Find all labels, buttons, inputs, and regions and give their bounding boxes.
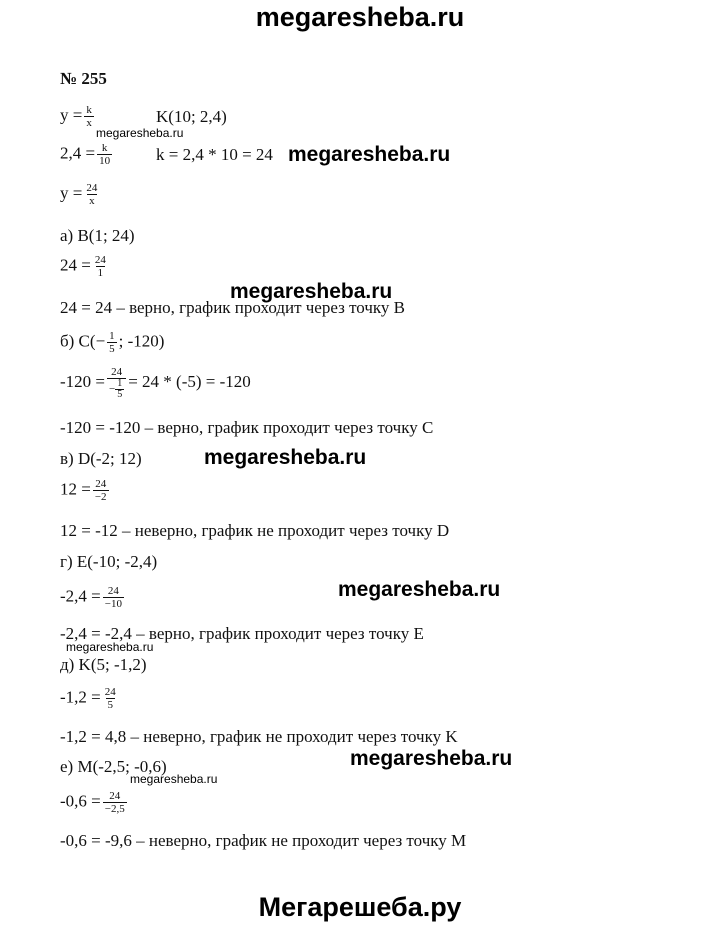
- fraction: $\frac{k}{x}$: [86, 104, 92, 129]
- site-footer: Мегарешеба.ру: [258, 892, 462, 922]
- fraction: $\frac{24}{x}$: [86, 182, 98, 207]
- watermark: megaresheba.ru: [288, 143, 451, 166]
- fraction: $\frac{24}{-2}$: [94, 478, 107, 503]
- part-b-heading: б) C(− $\frac{1}{5}$ ; -120): [60, 330, 165, 355]
- problem-number: № 255: [60, 69, 107, 88]
- part-b-result: -120 = -120 – верно, график проходит через точку C: [60, 418, 434, 437]
- fraction: $\frac{k}{10}$: [99, 142, 111, 167]
- part-g-result: -2,4 = -2,4 – верно, график проходит через точку E: [60, 624, 424, 643]
- part-v-heading: в) D(-2; 12): [60, 449, 142, 468]
- part-d-equation: -1,2 = $\frac{24}{5}$: [60, 686, 116, 711]
- watermark: megaresheba.ru: [230, 280, 393, 303]
- part-v-result: 12 = -12 – неверно, график не проходит через точку D: [60, 521, 450, 540]
- fraction: $\frac{24}{5}$: [104, 686, 116, 711]
- part-g-equation: -2,4 = $\frac{24}{-10}$: [60, 585, 122, 610]
- watermark: megaresheba.ru: [204, 446, 367, 469]
- k-value: k = 2,4 * 10 = 24: [156, 145, 273, 164]
- part-a-equation: 24 = $\frac{24}{1}$: [60, 254, 106, 279]
- fraction: $\frac{1}{5}$: [117, 378, 123, 400]
- line-function-definition: y = $\frac{k}{x}$: [60, 104, 92, 129]
- part-b-equation: -120 = 24 − $\frac{1}{5}$ = 24 * (-5) = -120: [60, 366, 251, 400]
- line-find-k: 2,4 = $\frac{k}{10}$: [60, 142, 111, 167]
- watermark-small: megaresheba.ru: [96, 126, 184, 140]
- fraction: $\frac{24}{-2,5}$: [104, 790, 125, 815]
- part-a-result: 24 = 24 – верно, график проходит через точку B: [60, 298, 405, 317]
- part-v-equation: 12 = $\frac{24}{-2}$: [60, 478, 107, 503]
- part-g-heading: г) E(-10; -2,4): [60, 552, 158, 571]
- part-a-heading: а) B(1; 24): [60, 226, 135, 245]
- part-e-equation: -0,6 = $\frac{24}{-2,5}$: [60, 790, 125, 815]
- fraction: $\frac{1}{5}$: [109, 330, 115, 355]
- part-e-heading: е) M(-2,5; -0,6): [60, 757, 167, 776]
- site-header: megaresheba.ru: [255, 2, 465, 32]
- fraction: $\frac{24}{-10}$: [104, 585, 122, 610]
- line-function-result: y = $\frac{24}{x}$: [60, 182, 98, 207]
- part-d-heading: д) K(5; -1,2): [60, 655, 147, 674]
- point-k-given: K(10; 2,4): [156, 107, 227, 126]
- fraction: $\frac{24}{1}$: [94, 254, 106, 279]
- watermark: megaresheba.ru: [338, 578, 501, 601]
- watermark-small: megaresheba.ru: [130, 772, 218, 786]
- watermark-small: megaresheba.ru: [66, 640, 154, 654]
- part-e-result: -0,6 = -9,6 – неверно, график не проходит через точку M: [60, 831, 467, 850]
- part-d-result: -1,2 = 4,8 – неверно, график не проходит через точку K: [60, 727, 458, 746]
- compound-fraction: 24 − $\frac{1}{5}$: [107, 366, 126, 400]
- watermark: megaresheba.ru: [350, 747, 513, 770]
